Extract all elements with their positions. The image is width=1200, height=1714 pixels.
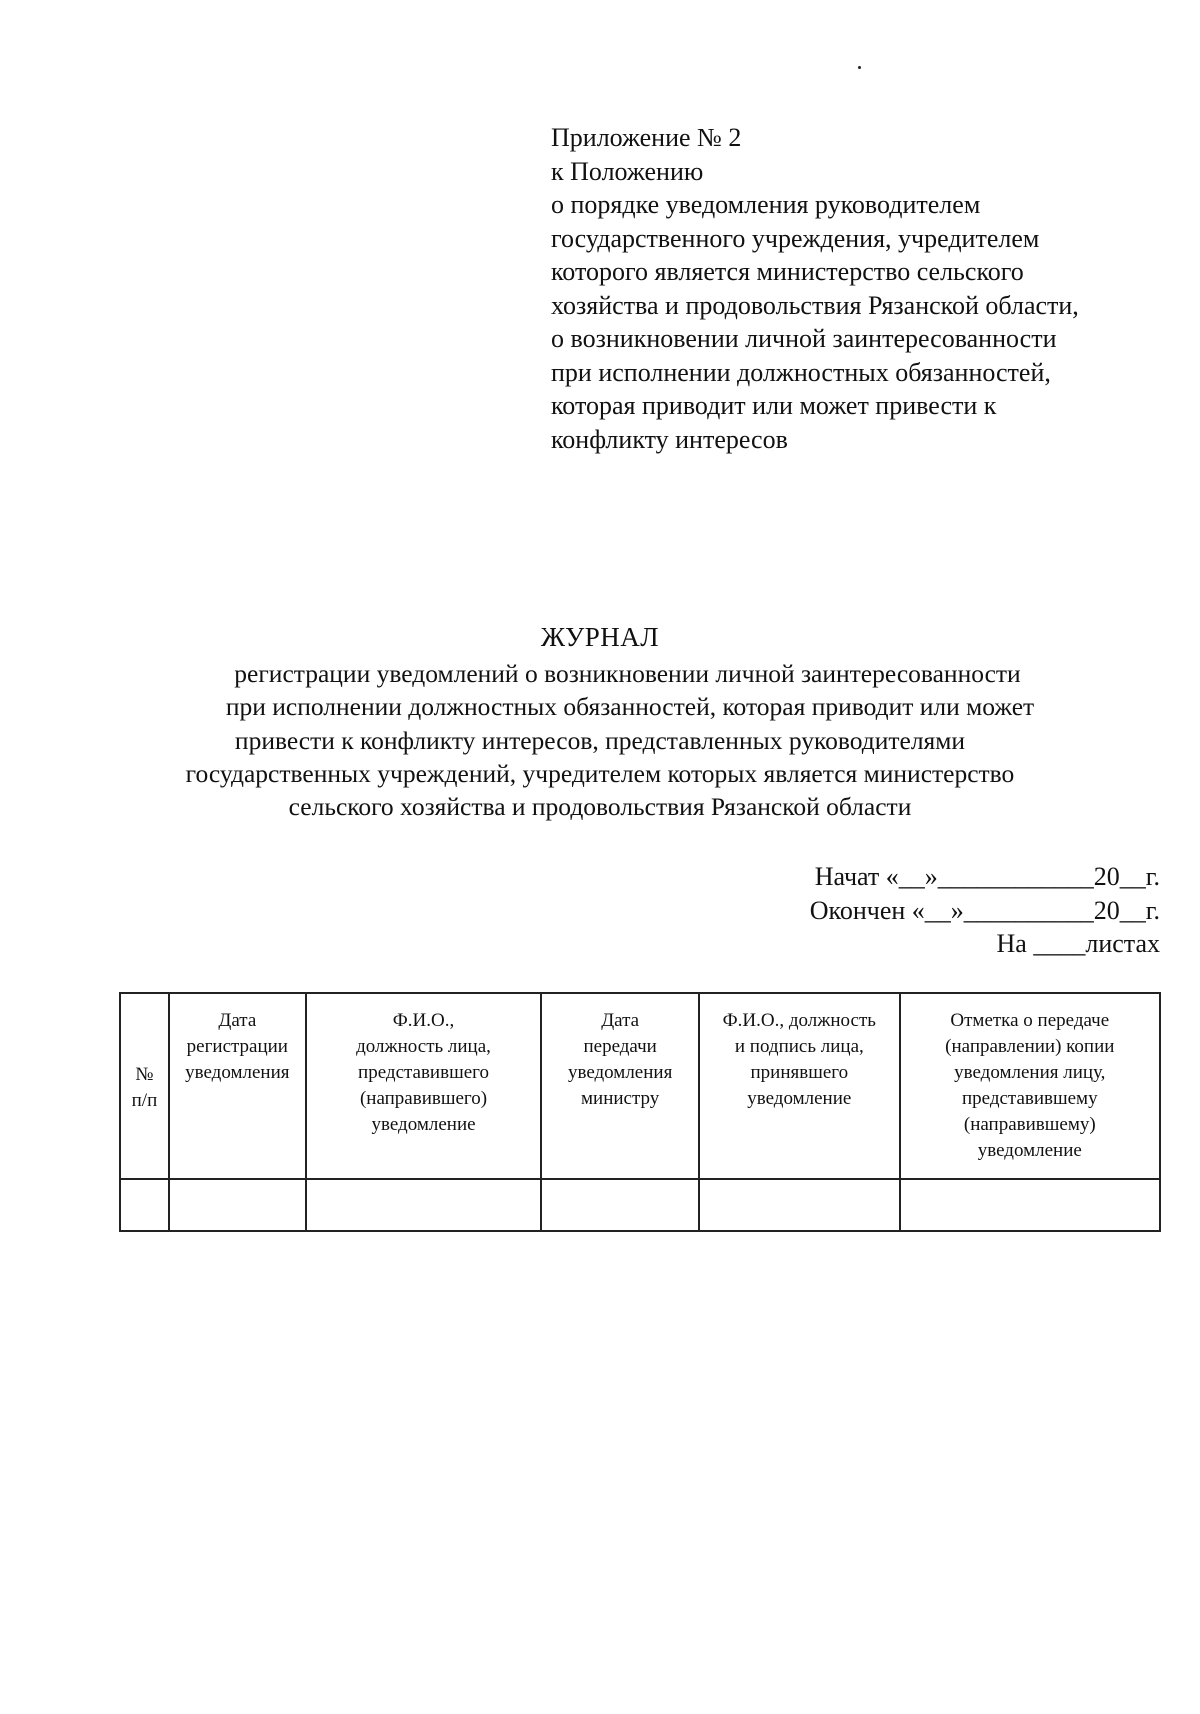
table-cell	[169, 1179, 306, 1231]
subtitle-line: привести к конфликту интересов, представленных руководителями	[234, 725, 966, 755]
journal-title: ЖУРНАЛ	[540, 622, 660, 652]
header-text: Дата	[601, 1010, 640, 1031]
header-text: №	[135, 1064, 154, 1085]
appendix-line: конфликту интересов	[551, 424, 788, 454]
appendix-line: о порядке уведомления руководителем	[551, 190, 981, 219]
header-text: (направившему)	[963, 1114, 1096, 1135]
header-text: и подпись лица,	[734, 1036, 864, 1057]
header-text: уведомления	[185, 1062, 290, 1083]
header-text: принявшего	[750, 1062, 849, 1083]
header-text: Дата	[218, 1010, 257, 1031]
subtitle-line: при исполнении должностных обязанностей, которая приводит или может	[225, 692, 1035, 722]
sheets-count: На ____листах	[996, 929, 1160, 958]
header-text: должность лица,	[356, 1036, 491, 1057]
header-text: п/п	[131, 1090, 158, 1111]
appendix-line: Приложение № 2	[551, 123, 742, 152]
subtitle-line: государственных учреждений, учредителем которых является министерство	[185, 758, 1015, 788]
header-text: Ф.И.О., должность	[722, 1010, 876, 1031]
header-submitter	[306, 993, 542, 1179]
header-text: представившего	[358, 1062, 489, 1083]
table-cell	[120, 1179, 169, 1231]
table-cell	[900, 1179, 1160, 1231]
appendix-line: при исполнении должностных обязанностей,	[551, 357, 1051, 387]
header-number	[120, 993, 169, 1179]
header-registration-date	[169, 993, 306, 1179]
appendix-line: к Положению	[551, 156, 704, 186]
appendix-block	[551, 121, 1079, 456]
appendix-line: государственного учреждения, учредителем	[551, 223, 1040, 253]
header-text: уведомление	[977, 1140, 1082, 1161]
header-receiver	[699, 993, 900, 1179]
header-text: (направившего)	[359, 1088, 488, 1109]
header-text: министру	[581, 1088, 660, 1109]
header-text: уведомление	[371, 1114, 476, 1135]
header-text: передачи	[583, 1036, 657, 1057]
table-row	[120, 1179, 1160, 1231]
table-cell	[699, 1179, 900, 1231]
header-text: (направлении) копии	[945, 1036, 1115, 1057]
appendix-line: о возникновении личной заинтересованности	[551, 324, 1057, 353]
journal-table	[119, 992, 1161, 1232]
header-text: уведомление	[747, 1088, 852, 1109]
appendix-line: которого является министерство сельского	[551, 257, 1024, 286]
appendix-line: хозяйства и продовольствия Рязанской области,	[551, 290, 1079, 320]
header-text: представившему	[961, 1088, 1098, 1109]
header-text: Отметка о передаче	[950, 1010, 1110, 1031]
scan-dot	[858, 66, 861, 69]
journal-subtitle	[0, 657, 1200, 823]
header-text: уведомления	[567, 1062, 673, 1083]
date-ended: Окончен «__»__________20__г.	[809, 895, 1160, 925]
subtitle-line: регистрации уведомлений о возникновении личной заинтересованности	[234, 659, 1021, 688]
table-header-row	[120, 993, 1160, 1179]
header-text: Ф.И.О.,	[392, 1010, 455, 1031]
table-cell	[541, 1179, 699, 1231]
header-text: уведомления лицу,	[954, 1062, 1106, 1083]
subtitle-line: сельского хозяйства и продовольствия Рязанской области	[288, 792, 912, 822]
date-started: Начат «__»____________20__г.	[814, 862, 1160, 891]
header-copy-mark	[900, 993, 1160, 1179]
appendix-line: которая приводит или может привести к	[551, 391, 997, 420]
header-text: регистрации	[186, 1036, 288, 1057]
header-transfer-date	[541, 993, 699, 1179]
journal-dates	[810, 860, 1160, 961]
table-cell	[306, 1179, 542, 1231]
